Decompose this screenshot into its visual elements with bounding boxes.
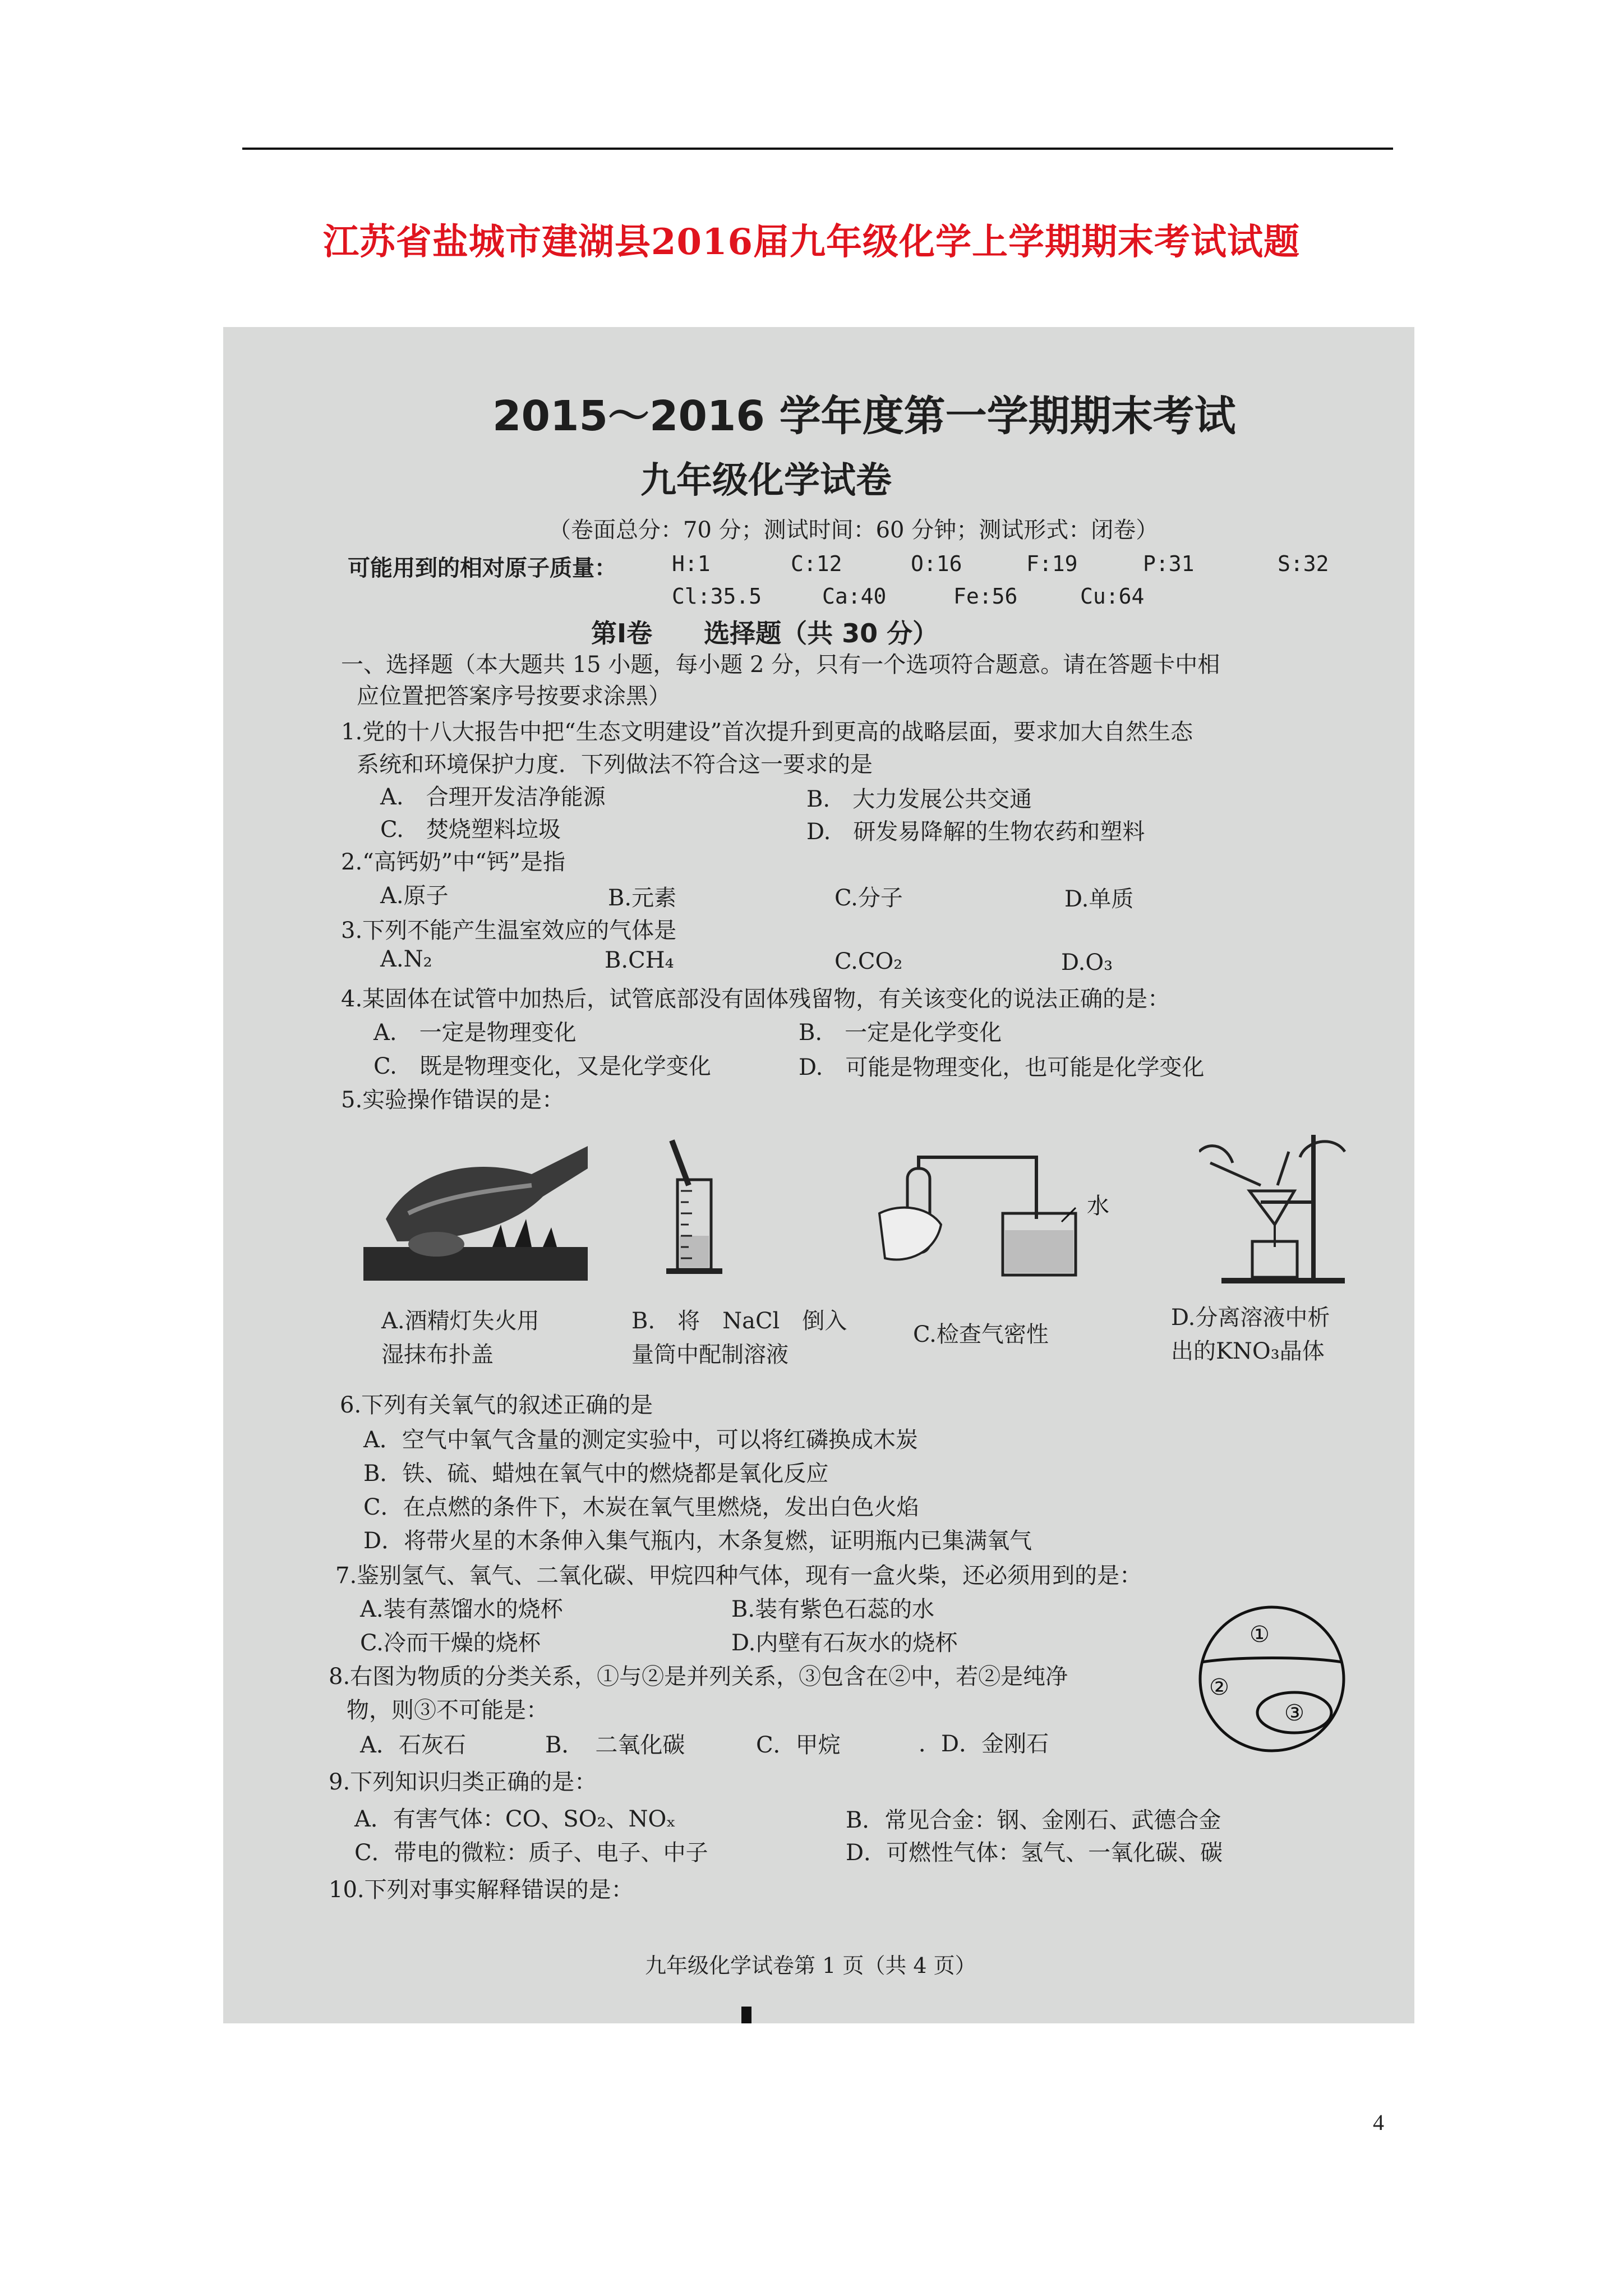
q4-option-a: A. 一定是物理变化	[374, 1020, 577, 1046]
circle-label-3: ③	[1284, 1700, 1304, 1726]
q6-stem: 6.下列有关氧气的叙述正确的是	[340, 1392, 653, 1418]
q4-option-b: B. 一定是化学变化	[799, 1020, 1002, 1046]
figure-airtightness-check	[868, 1146, 1115, 1292]
q5-caption-c: C.检查气密性	[913, 1322, 1049, 1347]
q10-stem: 10.下列对事实解释错误的是：	[329, 1877, 634, 1903]
page-number: 4	[1373, 2110, 1384, 2135]
exam-page-footer: 九年级化学试卷第 1 页（共 4 页）	[645, 1953, 976, 1978]
figure-alcohol-lamp-fire	[363, 1135, 599, 1286]
atomic-mass-item: C:12	[791, 551, 842, 576]
atomic-mass-item: S:32	[1278, 551, 1329, 576]
q8-stem-cont: 物，则③不可能是：	[347, 1697, 548, 1723]
q4-option-d: D. 可能是物理变化，也可能是化学变化	[799, 1055, 1205, 1080]
q7-option-a: A.装有蒸馏水的烧杯	[360, 1596, 563, 1622]
atomic-mass-item: Fe:56	[953, 584, 1018, 609]
q8-option-c: C．甲烷	[756, 1732, 841, 1758]
q2-option-c: C.分子	[834, 885, 903, 911]
q7-option-d: D.内壁有石灰水的烧杯	[731, 1630, 958, 1656]
q5-caption-d-line1: D.分离溶液中析	[1171, 1305, 1330, 1331]
q3-option-d: D.O₃	[1061, 950, 1113, 976]
circle-label-1: ①	[1249, 1622, 1270, 1648]
exam-info: （卷面总分：70 分；测试时间：60 分钟；测试形式：闭卷）	[548, 517, 1159, 543]
q5-caption-a	[381, 1304, 540, 1372]
figure-filtration-setup	[1199, 1129, 1367, 1292]
figure-graduated-cylinder	[638, 1135, 750, 1281]
q3-option-b: B.CH₄	[605, 947, 674, 973]
exam-subtitle: 九年级化学试卷	[640, 460, 892, 501]
exam-title: 2015～2016 学年度第一学期期末考试	[492, 392, 1236, 440]
q7-option-b: B.装有紫色石蕊的水	[731, 1596, 935, 1622]
q2-option-a: A.原子	[380, 883, 449, 909]
atomic-mass-item: Cu:64	[1080, 584, 1145, 609]
q5-caption-b	[631, 1304, 847, 1372]
circle-label-2: ②	[1209, 1674, 1229, 1700]
q1-stem-cont: 系统和环境保护力度．下列做法不符合这一要求的是	[357, 752, 873, 777]
q3-option-a: A.N₂	[380, 946, 432, 972]
q5-caption-a-line2: 湿抹布扑盖	[381, 1342, 494, 1368]
q6-option-b: B．铁、硫、蜡烛在氧气中的燃烧都是氧化反应	[363, 1461, 829, 1487]
q5-caption-d-line2: 出的KNO₃晶体	[1171, 1338, 1325, 1364]
q8-stem: 8.右图为物质的分类关系，①与②是并列关系，③包含在②中，若②是纯净	[329, 1664, 1068, 1690]
atomic-mass-item: Ca:40	[822, 584, 887, 609]
q8-option-a: A．石灰石	[360, 1732, 466, 1758]
atomic-mass-item: H:1	[672, 551, 711, 576]
atomic-mass-item: O:16	[911, 551, 962, 576]
q5-caption-b-line1: B. 将 NaCl 倒入	[631, 1308, 847, 1334]
q5-caption-b-line2: 量筒中配制溶液	[631, 1342, 789, 1368]
q1-option-c: C. 焚烧塑料垃圾	[380, 817, 561, 843]
q4-stem: 4.某固体在试管中加热后，试管底部没有固体残留物，有关该变化的说法正确的是：	[341, 986, 1170, 1012]
q5-caption-a-line1: A.酒精灯失火用	[381, 1308, 540, 1334]
q1-stem: 1.党的十八大报告中把“生态文明建设”首次提升到更高的战略层面，要求加大自然生态	[341, 719, 1193, 745]
q2-option-b: B.元素	[608, 885, 677, 911]
q9-option-b: B．常见合金：钢、金刚石、武德合金	[846, 1807, 1221, 1833]
q6-option-d: D．将带火星的木条伸入集气瓶内，木条复燃，证明瓶内已集满氧气	[363, 1528, 1032, 1554]
q3-option-c: C.CO₂	[834, 949, 903, 974]
top-rule	[242, 148, 1393, 150]
q7-option-c: C.冷而干燥的烧杯	[360, 1630, 541, 1656]
q2-stem: 2.“高钙奶”中“钙”是指	[341, 849, 565, 875]
document-title: 江苏省盐城市建湖县2016届九年级化学上学期期末考试试题	[322, 221, 1301, 263]
water-label: 水	[1087, 1193, 1109, 1219]
atomic-mass-item: Cl:35.5	[672, 584, 762, 609]
part-title: 第Ⅰ卷 选择题（共 30 分）	[591, 618, 939, 648]
atomic-mass-item: P:31	[1143, 551, 1195, 576]
q5-caption-d	[1171, 1301, 1330, 1368]
q1-option-a: A. 合理开发洁净能源	[380, 784, 606, 810]
atomic-masses-label: 可能用到的相对原子质量：	[348, 555, 617, 581]
section-heading: 一、选择题（本大题共 15 小题，每小题 2 分，只有一个选项符合题意。请在答题卡中相	[341, 652, 1220, 678]
scanned-exam-page	[223, 327, 1414, 2023]
q4-option-c: C. 既是物理变化，又是化学变化	[374, 1053, 711, 1079]
section-heading-cont: 应位置把答案序号按要求涂黑）	[357, 683, 671, 709]
q1-option-d: D. 研发易降解的生物农药和塑料	[806, 819, 1145, 845]
q9-option-a: A．有害气体：CO、SO₂、NOₓ	[354, 1806, 676, 1832]
q6-option-c: C．在点燃的条件下，木炭在氧气里燃烧，发出白色火焰	[363, 1494, 919, 1520]
scan-mark	[741, 2007, 751, 2023]
classification-circle-diagram	[1188, 1600, 1356, 1757]
q5-stem: 5.实验操作错误的是：	[341, 1087, 565, 1113]
q7-stem: 7.鉴别氢气、氧气、二氧化碳、甲烷四种气体，现有一盒火柴，还必须用到的是：	[335, 1563, 1142, 1589]
atomic-mass-item: F:19	[1026, 551, 1078, 576]
q9-option-d: D．可燃性气体：氢气、一氧化碳、碳	[846, 1840, 1223, 1866]
q3-stem: 3.下列不能产生温室效应的气体是	[341, 918, 677, 944]
q6-option-a: A．空气中氧气含量的测定实验中，可以将红磷换成木炭	[363, 1427, 918, 1453]
q8-option-d: ．D．金刚石	[919, 1731, 1049, 1757]
q9-option-c: C．带电的微粒：质子、电子、中子	[354, 1840, 708, 1866]
q2-option-d: D.单质	[1064, 886, 1134, 912]
q1-option-b: B. 大力发展公共交通	[806, 786, 1032, 812]
q8-option-b: B． 二氧化碳	[545, 1732, 685, 1758]
q9-stem: 9.下列知识归类正确的是：	[329, 1769, 597, 1795]
